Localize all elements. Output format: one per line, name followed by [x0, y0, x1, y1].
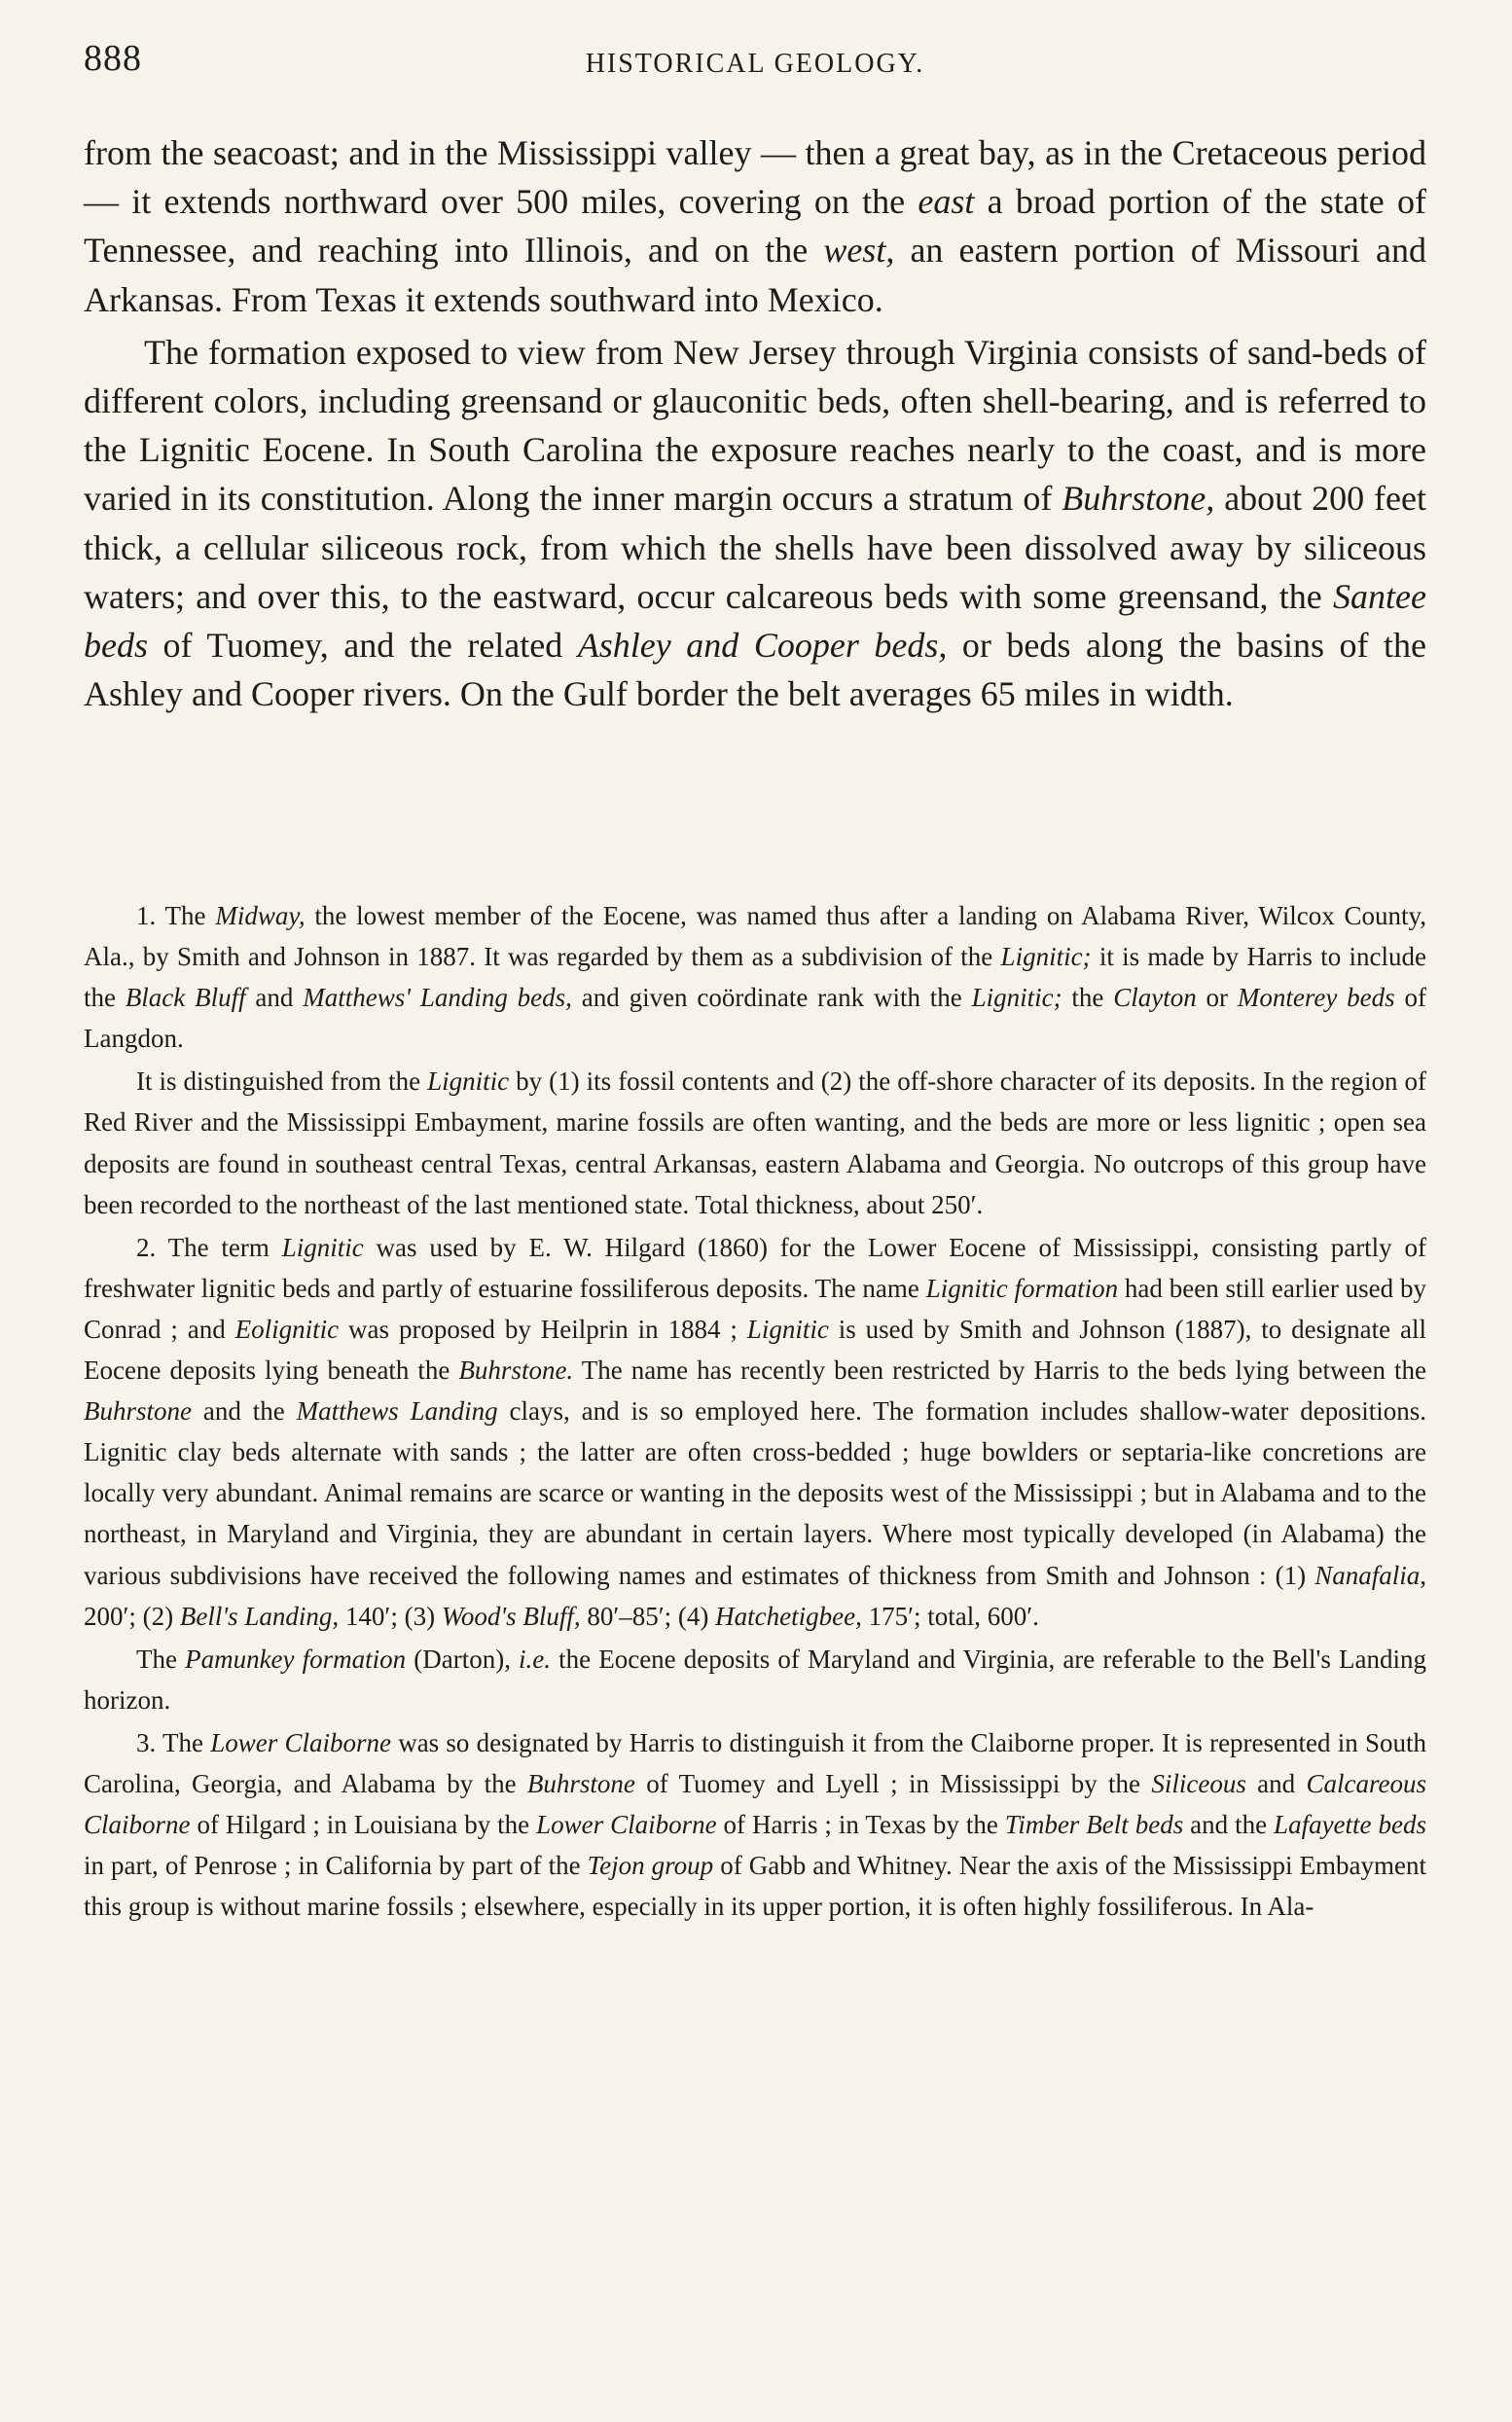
italic-run: i.e.	[519, 1644, 552, 1674]
italic-run: west,	[823, 231, 895, 271]
italic-run: Lignitic;	[971, 983, 1062, 1013]
note-1-continued	[84, 1061, 1426, 1224]
italic-run: Lower Claiborne	[210, 1727, 391, 1757]
note-2	[84, 1227, 1426, 1637]
italic-run: Monterey beds	[1237, 983, 1395, 1013]
text-run: was proposed by Heilprin in 1884 ;	[339, 1314, 747, 1344]
text-run: the Eocene deposits of Maryland and Virginia, are referable to the Bell's Landing horizon.	[84, 1644, 1426, 1715]
italic-run: Siliceous	[1151, 1768, 1246, 1798]
text-run: had been still earlier used by Conrad ; and	[84, 1273, 1426, 1344]
italic-run: Lafayette beds	[1274, 1810, 1426, 1840]
text-run: of Langdon.	[84, 983, 1426, 1054]
text-run: a broad portion of the state of Tennessee, and reaching into Illinois, and on the	[84, 182, 1426, 271]
page-header	[84, 37, 1426, 86]
italic-run: Eolignitic	[234, 1314, 340, 1344]
italic-run: Lignitic formation	[925, 1273, 1119, 1303]
text-run: it is made by Harris to include the	[84, 942, 1426, 1013]
footnotes	[84, 895, 1426, 1929]
italic-run: Hatchetigbee,	[715, 1601, 862, 1631]
italic-run: Pamunkey formation	[185, 1644, 407, 1674]
italic-run: Midway,	[215, 901, 306, 930]
text-run: about 200 feet thick, a cellular siliceous rock, from which the shells have been dissolved away by siliceous waters; and over this, to the eastward, occur calcareous beds with some greensand, the	[84, 479, 1426, 616]
note-1	[84, 895, 1426, 1059]
text-run: 200′; (2)	[84, 1601, 180, 1631]
text-run: in part, of Penrose ; in California by part of the	[84, 1851, 588, 1881]
italic-run: Nanafalia,	[1314, 1560, 1426, 1590]
italic-run: Lower Claiborne	[536, 1810, 717, 1840]
text-run: of Tuomey, and the related	[148, 626, 578, 666]
text-run: the	[1062, 983, 1114, 1013]
text-run: The name has recently been restricted by Harris to the beds lying between the	[573, 1356, 1427, 1386]
text-run: It is distinguished from the	[136, 1066, 428, 1097]
italic-run: Calcareous Claiborne	[84, 1768, 1427, 1840]
text-run: clays, and is so employed here. The formation includes shallow-water depositions. Lignitic clay beds alternate with sands ; the latter are often cross-bedded ; huge bowlders or septaria-like concretions are locally very abundant. Animal remains are scarce or wanting in the deposits west of the Mississippi ; but in Alabama and to the northeast, in Maryland and Virginia, they are abundant in certain layers. Where most typically developed (in Alabama) the various subdivisions have received the following names and estimates of thickness from Smith and Johnson : (1)	[84, 1396, 1426, 1590]
text-run: by (1) its fossil contents and (2) the off-shore character of its deposits. In the region of Red River and the Mississippi Embayment, marine fossils are often wanting, and the beds are more or less lignitic ; open sea deposits are found in southeast central Texas, central Arkansas, eastern Alabama and Georgia. No outcrops of this group have been recorded to the northeast of the last mentioned state. Total thickness, about 250′.	[84, 1066, 1426, 1219]
italic-run: Lignitic;	[1000, 942, 1092, 972]
text-run: from the seacoast; and in the Mississippi valley — then a great bay, as in the Cretaceous period — it extends northward over 500 miles, covering on the	[84, 133, 1426, 222]
text-run: and the	[192, 1396, 297, 1427]
paragraph-1	[84, 128, 1426, 324]
running-head: HISTORICAL GEOLOGY.	[585, 49, 925, 79]
text-run: is used by Smith and Johnson (1887), to designate all Eocene deposits lying beneath the	[84, 1314, 1426, 1386]
italic-run: Matthews' Landing beds,	[303, 983, 572, 1013]
italic-run: Wood's Bluff,	[441, 1601, 581, 1631]
text-run: of Harris ; in Texas by the	[716, 1810, 1005, 1840]
text-run: an eastern portion of Missouri and Arkansas. From Texas it extends southward into Mexico.	[84, 231, 1426, 319]
text-run: was so designated by Harris to distinguish it from the Claiborne proper. It is represented in South Carolina, Georgia, and Alabama by the	[84, 1727, 1426, 1798]
text-run: the lowest member of the Eocene, was named thus after a landing on Alabama River, Wilcox County, Ala., by Smith and Johnson in 1887. It was regarded by them as a subdivision of the	[84, 901, 1426, 972]
italic-run: Timber Belt beds	[1004, 1810, 1184, 1840]
text-run: and the	[1183, 1810, 1275, 1840]
text-run: of Hilgard ; in Louisiana by the	[190, 1810, 537, 1840]
italic-run: Buhrstone,	[1062, 479, 1215, 519]
text-run: 175′; total, 600′.	[861, 1601, 1039, 1631]
text-run: or	[1196, 983, 1238, 1013]
italic-run: Tejon group	[587, 1851, 714, 1881]
text-run: 80′–85′; (4)	[580, 1601, 716, 1631]
text-run: and	[245, 983, 304, 1013]
text-run: 140′; (3)	[339, 1601, 442, 1631]
text-run: 3. The	[136, 1727, 211, 1757]
text-run: The	[136, 1644, 186, 1674]
italic-run: Ashley and Cooper beds,	[577, 626, 948, 666]
italic-run: Lignitic	[746, 1314, 829, 1344]
note-3	[84, 1722, 1426, 1927]
italic-run: Bell's Landing,	[179, 1601, 340, 1631]
text-run: 2. The term	[136, 1232, 282, 1262]
text-run: or beds along the basins of the Ashley and Cooper rivers. On the Gulf border the belt averages 65 miles in width.	[84, 626, 1427, 714]
italic-run: Buhrstone.	[458, 1356, 574, 1386]
italic-run: Clayton	[1113, 983, 1197, 1013]
text-run: of Tuomey and Lyell ; in Mississippi by the	[634, 1768, 1152, 1798]
text-run: and	[1245, 1768, 1307, 1798]
page-number: 888	[84, 38, 142, 79]
italic-run: Black Bluff	[125, 983, 246, 1013]
italic-run: Matthews Landing	[296, 1396, 498, 1427]
note-2-continued	[84, 1639, 1426, 1720]
italic-run: Buhrstone	[526, 1768, 635, 1798]
italic-run: Lignitic	[281, 1232, 364, 1262]
italic-run: Lignitic	[427, 1066, 510, 1097]
main-text	[84, 128, 1426, 718]
italic-run: Buhrstone	[84, 1396, 192, 1427]
text-run: was used by E. W. Hilgard (1860) for the Lower Eocene of Mississippi, consisting partly of freshwater lignitic beds and partly of estuarine fossiliferous deposits. The name	[84, 1232, 1427, 1303]
italic-run: Santee beds	[84, 576, 1426, 666]
paragraph-2	[84, 328, 1426, 719]
text-run: and given coördinate rank with the	[571, 983, 972, 1013]
text-run: 1. The	[136, 901, 216, 930]
italic-run: east	[918, 182, 975, 222]
text-run: of Gabb and Whitney. Near the axis of the Mississippi Embayment this group is without marine fossils ; elsewhere, especially in its upper portion, it is often highly fossiliferous. In Ala-	[84, 1851, 1426, 1922]
text-run: (Darton),	[406, 1644, 520, 1674]
text-run: The formation exposed to view from New Jersey through Virginia consists of sand-beds of different colors, including greensand or glauconitic beds, often shell-bearing, and is referred to the Lignitic Eocene. In South Carolina the exposure reaches nearly to the coast, and is more varied in its constitution. Along the inner margin occurs a stratum of	[84, 332, 1426, 519]
